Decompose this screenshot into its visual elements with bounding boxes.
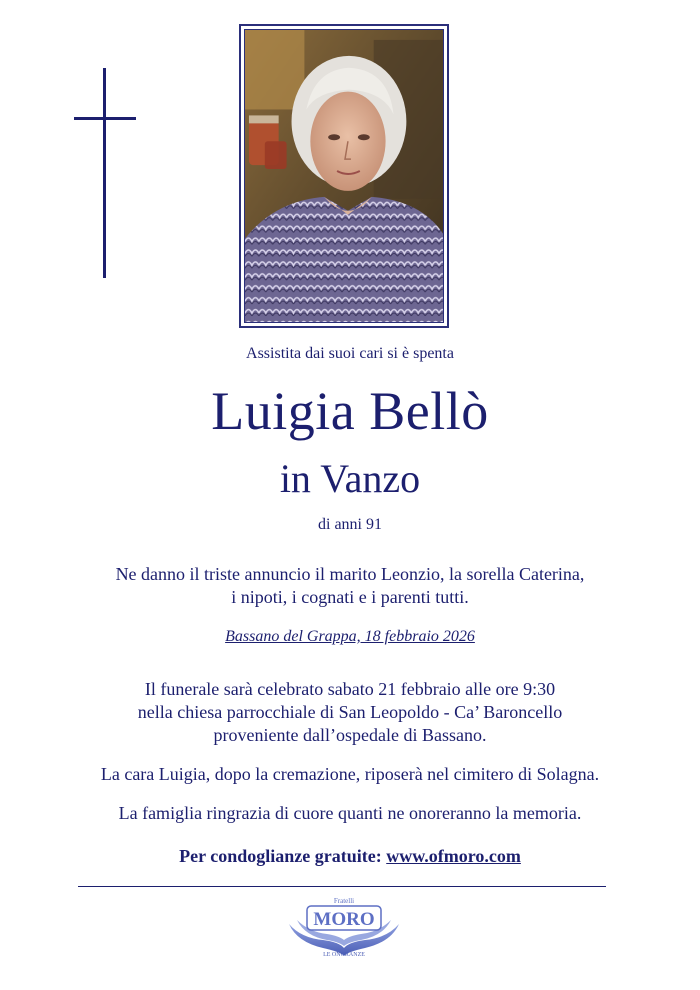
- cross-vertical-bar: [103, 68, 106, 278]
- announcement-line-2: i nipoti, i cognati e i parenti tutti.: [231, 587, 469, 607]
- deceased-age: di anni 91: [318, 516, 382, 533]
- logo-top-text: Fratelli: [333, 897, 355, 905]
- thanks-text: La famiglia ringrazia di cuore quanti ne onoreranno la memoria.: [118, 803, 582, 823]
- resting-place-text: La cara Luigia, dopo la cremazione, riposerà nel cimitero di Solagna.: [100, 764, 600, 784]
- funeral-home-logo: [283, 894, 405, 958]
- married-name: in Vanzo: [279, 456, 421, 501]
- condolences-label: Per condoglianze gratuite:: [179, 846, 387, 866]
- deceased-name: Luigia Bellò: [211, 381, 489, 441]
- latin-cross-icon: [74, 68, 136, 278]
- intro-text: Assistita dai suoi cari si è spenta: [246, 345, 454, 362]
- portrait-photo: [239, 24, 449, 328]
- condolences-line: [0, 846, 700, 867]
- announcement: [0, 563, 700, 609]
- condolences-link[interactable]: www.ofmoro.com: [386, 846, 521, 866]
- place-date: Bassano del Grappa, 18 febbraio 2026: [225, 628, 475, 645]
- cross-horizontal-bar: [74, 117, 136, 120]
- funeral-details: [0, 678, 700, 747]
- logo-bottom-text: LE ONORANZE: [323, 952, 365, 958]
- logo-graphic: [283, 894, 405, 958]
- funeral-line-1: Il funerale sarà celebrato sabato 21 febbraio alle ore 9:30: [144, 679, 556, 699]
- funeral-line-3: proveniente dall’ospedale di Bassano.: [213, 725, 487, 745]
- funeral-line-2: nella chiesa parrocchiale di San Leopoldo - Ca’ Baroncello: [137, 702, 563, 722]
- portrait-photo-image: [244, 29, 444, 323]
- logo-main-text: MORO: [313, 909, 375, 930]
- divider-line: [78, 886, 606, 887]
- announcement-line-1: Ne danno il triste annuncio il marito Leonzio, la sorella Caterina,: [115, 564, 585, 584]
